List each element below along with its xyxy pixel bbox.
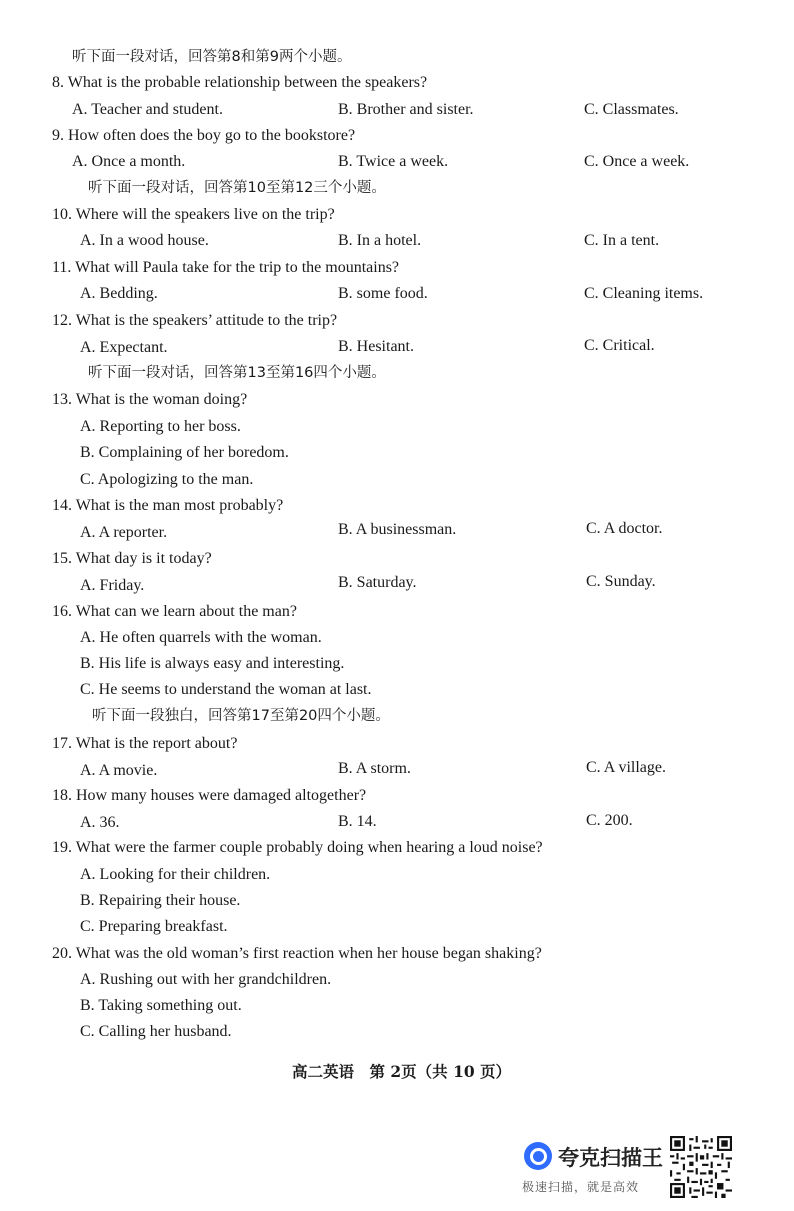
option-a: A. He often quarrels with the woman. xyxy=(80,629,322,646)
option-a: A. Expectant. xyxy=(80,339,168,356)
option-a: A. Once a month. xyxy=(72,153,186,170)
option-c: C. Apologizing to the man. xyxy=(80,471,254,488)
section-instruction: 听下面一段对话，回答第10至第12三个小题。 xyxy=(88,180,386,196)
question-stem: 15. What day is it today? xyxy=(52,550,212,567)
question-stem: 10. Where will the speakers live on the trip? xyxy=(52,206,335,223)
option-a: A. In a wood house. xyxy=(80,232,209,249)
question-stem: 16. What can we learn about the man? xyxy=(52,603,297,620)
option-b: B. Brother and sister. xyxy=(338,101,474,118)
option-c: C. Classmates. xyxy=(584,101,679,118)
option-a: A. A movie. xyxy=(80,762,158,779)
scanner-brand-name: 夸克扫描王 xyxy=(558,1146,663,1170)
scanner-logo-icon xyxy=(524,1142,552,1170)
question-stem: 11. What will Paula take for the trip to the mountains? xyxy=(52,259,400,276)
option-b: B. A storm. xyxy=(338,760,411,777)
option-a: A. Teacher and student. xyxy=(72,101,223,118)
option-b: B. Twice a week. xyxy=(338,153,449,170)
question-stem: 20. What was the old woman’s first reaction when her house began shaking? xyxy=(52,945,542,962)
question-stem: 14. What is the man most probably? xyxy=(52,497,284,514)
question-stem: 13. What is the woman doing? xyxy=(52,391,248,408)
option-c: C. Sunday. xyxy=(586,573,656,590)
question-stem: 19. What were the farmer couple probably doing when hearing a loud noise? xyxy=(52,839,543,856)
option-c: C. 200. xyxy=(586,812,633,829)
question-stem: 9. How often does the boy go to the bookstore? xyxy=(52,127,356,144)
option-c: C. Cleaning items. xyxy=(584,285,704,302)
option-a: A. 36. xyxy=(80,814,120,831)
option-a: A. Rushing out with her grandchildren. xyxy=(80,971,332,988)
option-a: A. Friday. xyxy=(80,577,145,594)
option-a: A. A reporter. xyxy=(80,524,168,541)
option-b: B. In a hotel. xyxy=(338,232,422,249)
option-b: B. Saturday. xyxy=(338,574,417,591)
question-stem: 12. What is the speakers’ attitude to the trip? xyxy=(52,312,338,329)
question-stem: 8. What is the probable relationship between the speakers? xyxy=(52,74,428,91)
option-b: B. Complaining of her boredom. xyxy=(80,444,289,461)
option-c: C. Once a week. xyxy=(584,153,690,170)
option-c: C. In a tent. xyxy=(584,232,660,249)
section-instruction: 听下面一段独白，回答第17至第20四个小题。 xyxy=(92,708,390,724)
option-a: A. Bedding. xyxy=(80,285,158,302)
option-b: B. A businessman. xyxy=(338,521,457,538)
option-a: A. Reporting to her boss. xyxy=(80,418,241,435)
option-c: C. He seems to understand the woman at last. xyxy=(80,681,372,698)
scanner-tagline: 极速扫描，就是高效 xyxy=(522,1180,640,1194)
option-b: B. Repairing their house. xyxy=(80,892,241,909)
option-c: C. Calling her husband. xyxy=(80,1023,232,1040)
option-b: B. some food. xyxy=(338,285,428,302)
option-b: B. His life is always easy and interesting. xyxy=(80,655,345,672)
page-footer: 高二英语 第 2页（共 10 页） xyxy=(292,1062,512,1081)
option-b: B. Hesitant. xyxy=(338,338,414,355)
option-c: C. Preparing breakfast. xyxy=(80,918,228,935)
question-stem: 17. What is the report about? xyxy=(52,735,238,752)
option-b: B. Taking something out. xyxy=(80,997,242,1014)
option-a: A. Looking for their children. xyxy=(80,866,271,883)
scanner-watermark xyxy=(520,1136,740,1198)
option-c: C. A doctor. xyxy=(586,520,663,537)
section-instruction: 听下面一段对话，回答第8和第9两个小题。 xyxy=(72,49,352,65)
section-instruction: 听下面一段对话，回答第13至第16四个小题。 xyxy=(88,365,386,381)
option-c: C. A village. xyxy=(586,759,666,776)
qr-code-icon xyxy=(670,1136,732,1198)
option-b: B. 14. xyxy=(338,813,377,830)
question-stem: 18. How many houses were damaged altogether? xyxy=(52,787,367,804)
option-c: C. Critical. xyxy=(584,337,655,354)
